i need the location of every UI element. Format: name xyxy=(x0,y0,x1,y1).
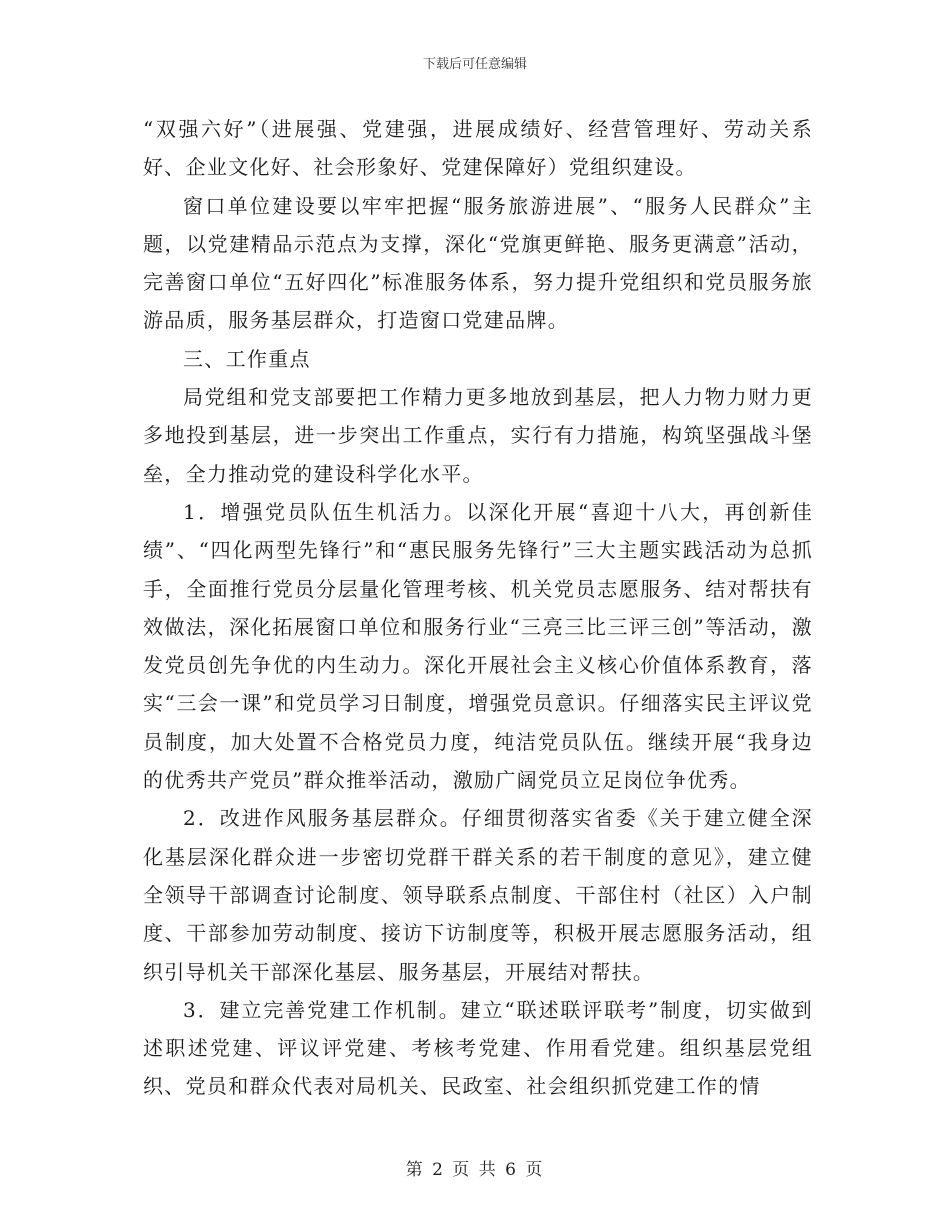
paragraph-window-units: 窗口单位建设要以牢牢把握“服务旅游进展”、“服务人民群众”主题，以党建精品示范点为支撑，深化“党旗更鲜艳、服务更满意”活动，完善窗口单位“五好四化”标准服务体系，努力提升党组织和党员服务旅游品质，服务基层群众，打造窗口党建品牌。 xyxy=(143,193,813,333)
paragraph-item-1: 1．增强党员队伍生机活力。以深化开展“喜迎十八大，再创新佳绩”、“四化两型先锋行”和“惠民服务先锋行”三大主题实践活动为总抓手，全面推行党员分层量化管理考核、机关党员志愿服务、结对帮扶有效做法，深化拓展窗口单位和服务行业“三亮三比三评三创”等活动，激发党员创先争优的内生动力。深化开展社会主义核心价值体系教育，落实“三会一课”和党员学习日制度，增强党员意识。仔细落实民主评议党员制度，加大处置不合格党员力度，纯洁党员队伍。继续开展“我身边的优秀共产党员”群众推举活动，激励广阔党员立足岗位争优秀。 xyxy=(143,499,813,793)
page-number-footer: 第 2 页 共 6 页 xyxy=(405,1160,545,1180)
paragraph-item-3: 3．建立完善党建工作机制。建立“联述联评联考”制度，切实做到述职述党建、评议评党建、考核考党建、作用看党建。组织基层党组织、党员和群众代表对局机关、民政室、社会组织抓党建工作的情 xyxy=(143,997,813,1099)
section-heading-work-focus: 三、工作重点 xyxy=(183,346,311,371)
document-body xyxy=(143,110,813,1106)
page-header-note: 下载后可任意编辑 xyxy=(422,57,527,72)
paragraph-continued: “双强六好”（进展强、党建强，进展成绩好、经营管理好、劳动关系好、企业文化好、社会形象好、党建保障好）党组织建设。 xyxy=(143,117,813,180)
paragraph-grassroots-focus: 局党组和党支部要把工作精力更多地放到基层，把人力物力财力更多地投到基层，进一步突出工作重点，实行有力措施，构筑坚强战斗堡垒，全力推动党的建设科学化水平。 xyxy=(143,385,813,486)
paragraph-item-2: 2．改进作风服务基层群众。仔细贯彻落实省委《关于建立健全深化基层深化群众进一步密切党群干群关系的若干制度的意见》，建立健全领导干部调查讨论制度、领导联系点制度、干部住村（社区）入户制度、干部参加劳动制度、接访下访制度等，积极开展志愿服务活动，组织引导机关干部深化基层、服务基层，开展结对帮扶。 xyxy=(143,806,813,984)
